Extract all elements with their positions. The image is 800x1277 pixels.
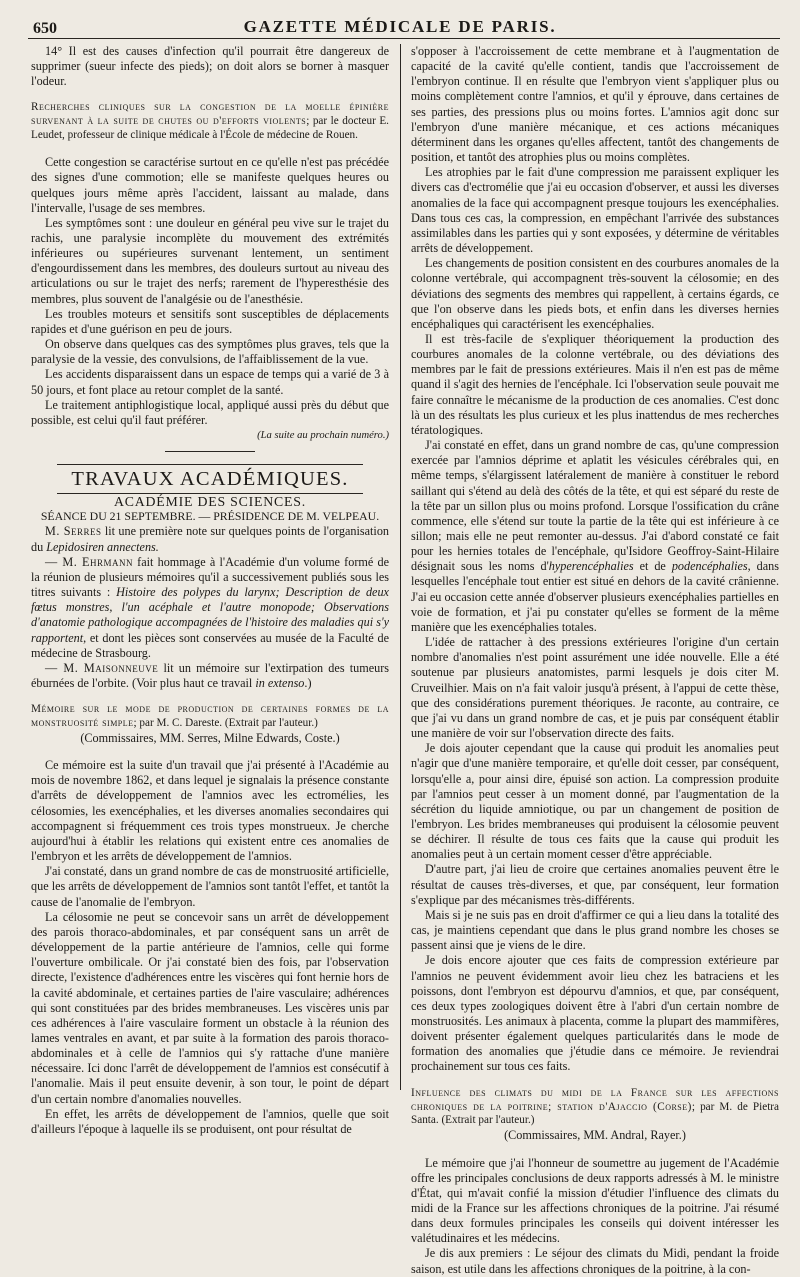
article-byline: ; par M. de Pietra Santa. (Extrait par l'auteur.)	[411, 1100, 779, 1127]
article-heading	[31, 101, 389, 143]
paragraph: En effet, les arrêts de développement de l'amnios, quelle que soit d'ailleurs l'époque à laquelle ils se produisent, ont pour résultat de	[31, 1106, 389, 1136]
paragraph	[411, 438, 779, 635]
text-run: et de	[633, 559, 672, 574]
paragraph: Je dis aux premiers : Le séjour des climats du Midi, pendant la froide saison, est utile dans les affections chroniques de la poitrine, à la con-	[411, 1246, 779, 1276]
column-divider	[400, 44, 401, 1090]
article-byline: ; par M. C. Dareste. (Extrait par l'auteur.)	[133, 717, 318, 730]
text-run: lit une première note sur quelques points de l'organisation du	[31, 524, 390, 554]
paragraph: Il est très-facile de s'expliquer théoriquement la production des courbures anomales de la colonne vertébrale, ou des déviations des membres par le fait de pressions extérieures. Mais il n'en est pas de même quand il s'agit des hernies de l'encéphale. Ici l'observation seule pouvait me faire connaître le mécanisme de la production de ces anomalies. C'est donc là un des résultats les plus curieux et les plus inattendus de mes recherches tératologiques.	[411, 331, 779, 437]
author-name: — M. Ehrmann	[45, 554, 133, 569]
continued-note: (La suite au prochain numéro.)	[257, 430, 389, 441]
paragraph: Les changements de position consistent en des courbures anomales de la colonne vertébrale, qui accompagnent très-souvent la célosomie; en des déviations des segments des membres qui rappellent, à certains égards, ce que l'on observe dans les pieds bots, et enfin dans les diverses hernies encéphaliques qui caractérisent les exencéphalies.	[411, 256, 779, 331]
italic-run: Lepidosiren annectens.	[46, 539, 159, 554]
commissioners: (Commissaires, MM. Andral, Rayer.)	[504, 1128, 686, 1143]
paragraph: J'ai constaté, dans un grand nombre de cas de monstruosité artificielle, que les arrêts de développement de l'amnios sont tantôt l'effet, et tantôt la cause de l'anomalie de l'embryon.	[31, 864, 389, 909]
paragraph: 14° Il est des causes d'infection qu'il pourrait être dangereux de supprimer (sueur infecte des pieds); on doit alors se borner à masquer l'odeur.	[31, 44, 389, 89]
paragraph: La célosomie ne peut se concevoir sans un arrêt de développement des parois thoraco-abdominales, et par conséquent sans un arrêt de développement de la partie antérieure de l'amnios, celle qui forme l'ouverture ombilicale. Or j'ai constaté bien des fois, par l'observation directe, l'existence d'adhérences entre les viscères qui font hernie hors de la cavité abdominale, et certaines parties de l'aire vasculaire; adhérences qui sont constituées par des brides membraneuses. Les viscères unis par ces adhérences à l'aire vasculaire forment un obstacle à la réunion des lames ventrales en avant, et par suite à la formation des parois thoraco-abdominales et à celle de l'amnios qui s'y rattache d'une manière nécessaire. Ici donc l'arrêt de développement de l'amnios est consécutif à l'anomalie. Mais il peut ensuite devenir, à son tour, le point de départ d'un certain nombre d'anomalies nouvelles.	[31, 909, 389, 1106]
article-title: Influence des climats du midi de la France sur les affections chroniques de la poitrine; station d'Ajaccio (Corse)	[411, 1086, 779, 1113]
paragraph: Le mémoire que j'ai l'honneur de soumettre au jugement de l'Académie offre les principales conclusions de deux rapports adressés à M. le ministre d'État, qui m'avait confié la mission d'étudier l'influence des climats du midi de la France sur les affections chroniques de la poitrine. J'ai résumé dans deux formules principales les conseils qui doivent intéresser les valétudinaires et les médecins.	[411, 1155, 779, 1246]
paragraph: Mais si je ne suis pas en droit d'affirmer ce qui a lieu dans la totalité des cas, je maintiens cependant que dans le plus grand nombre les choses se passent ainsi que je viens de le dire.	[411, 907, 779, 953]
paragraph: Je dois ajouter cependant que la cause qui produit les anomalies peut n'agir que d'une manière temporaire, et qu'elle doit cesser, par conséquent, lorsqu'elle a, pour ainsi dire, épuisé son action. La compression produite par l'amnios peut cesser à un moment donné, par l'augmentation de la sécrétion du liquide amniotique, ou par un changement de position de l'embryon. Les brides membraneuses qui produisent la célosomie peuvent se déchirer. Il résulte de tous ces faits que la cause qui produit les anomalies peut à un certain moment cesser d'être appréciable.	[411, 741, 779, 862]
paragraph: Les troubles moteurs et sensitifs sont susceptibles de déplacements rapides et d'une guérison en peu de jours.	[31, 306, 389, 336]
section-separator	[165, 451, 255, 452]
italic-run: in extenso	[255, 676, 305, 691]
paragraph: Le traitement antiphlogistique local, appliqué aussi près du début que possible, est celui qu'il faut préférer.	[31, 397, 389, 427]
paragraph	[31, 661, 389, 691]
text-run: J'ai constaté en effet, dans un grand nombre de cas, qu'une compression exercée par l'amnios déprime et aplatit les vésicules cérébrales qui, en même temps, s'élargissent latéralement de manière à constituer le rebord saillant qui s'étend au delà des côtés de la tête, et qui est séparé du reste de la tête par un sillon plus ou moins profond. Lorsque l'ossification du crâne commence, elle s'étend sur toute la partie de la tête qui est inférieure à ce sillon; mais elle ne peut remonter au-dessus. J'ai d'abord constaté ce fait pour les hernies totales de l'encéphale, qu'Isidore Geoffroy-Saint-Hilaire désignait sous les noms d'	[411, 438, 779, 574]
academy-heading: ACADÉMIE DES SCIENCES.	[114, 494, 306, 510]
text-run: lit un mémoire sur l'extirpation des tumeurs éburnées de l'orbite. (Voir plus haut ce travail	[31, 660, 390, 691]
article-heading	[31, 703, 389, 731]
page-number: 650	[33, 20, 57, 37]
paragraph: On observe dans quelques cas des symptômes plus graves, tels que la paralysie de la vessie, des convulsions, de l'affaiblissement de la vue.	[31, 337, 389, 367]
paragraph: Cette congestion se caractérise surtout en ce qu'elle n'est pas précédée des signes d'une commotion; elle se manifeste quelques heures ou quelques jours même après l'accident, laissant au malade, dans l'intervalle, l'usage de ses membres.	[31, 155, 389, 215]
text-run: fait hommage à l'Académie d'un volume formé de la réunion de plusieurs mémoires qu'il a successivement publiés sous les titres suivants :	[31, 554, 389, 600]
article-title: Recherches cliniques sur la congestion de la moelle épinière survenant à la suite de chutes ou d'efforts violents	[31, 101, 389, 128]
header-rule	[28, 38, 780, 39]
running-header: GAZETTE MÉDICALE DE PARIS.	[243, 17, 557, 36]
article-byline: ; par le docteur E. Leudet, professeur de clinique médicale à l'École de médecine de Rouen.	[31, 115, 389, 142]
right-column	[411, 44, 779, 1276]
left-column	[31, 44, 390, 1136]
author-name: — M. Maisonneuve	[45, 660, 159, 675]
paragraph: Je dois encore ajouter que ces faits de compression extérieure par l'amnios ne peuvent évidemment avoir lieu chez les batraciens et les poissons, dont l'embryon est dépourvu d'amnios, et que, par conséquent, ces deux types zoologiques doivent être à l'abri d'un certain nombre de monstruosités. Les animaux à placenta, comme la plupart des mammifères, doivent présenter également quelques particularités dans le mode de formation des anomalies que j'étudie dans ce mémoire. Je reviendrai prochainement sur tous ces faits.	[411, 953, 779, 1074]
paragraph: Les symptômes sont : une douleur en général peu vive sur le trajet du rachis, une paralysie incomplète du mouvement des extrémités inférieures ou supérieures survenant lentement, un sentiment d'engourdissement dans les membres, des douleurs surtout au niveau des articulations ou sur le trajet des nerfs; rarement de l'hyperesthésie des membres, plus souvent de l'analgésie ou de l'anesthésie.	[31, 215, 389, 306]
paragraph	[31, 524, 389, 554]
paragraph	[31, 555, 389, 661]
author-name: M. Serres	[45, 524, 102, 539]
paragraph: s'opposer à l'accroissement de cette membrane et à l'augmentation de capacité de la cavité qu'elle contient, tandis que l'accroissement de l'embryon continue. Il en résulte que l'embryon vient s'appliquer plus ou moins complètement contre l'amnios, et qu'il y éprouve, dans certaines de ses parties, des pressions plus ou moins fortes. L'amnios agit donc sur l'embryon d'une manière mécanique, et ces actions mécaniques déterminent dans les organes qu'elles affectent, tantôt des changements de position, et tantôt des atrophies plus ou moins complètes.	[411, 44, 779, 165]
paragraph: Les atrophies par le fait d'une compression me paraissent expliquer les divers cas d'ectromélie que j'ai eu occasion d'observer, et aussi les diverses anomalies de la face qui accompagnent presque toujours les exencéphalies. Dans tous ces cas, la compression, en empêchant l'arrivée des substances assimilables dans les parties qui y sont exposées, y détermine de véritables arrêts de développement.	[411, 165, 779, 256]
commissioners: (Commissaires, MM. Serres, Milne Edwards, Coste.)	[80, 731, 340, 745]
paragraph: Les accidents disparaissent dans un espace de temps qui a varié de 3 à 50 jours, et font place au retour complet de la santé.	[31, 367, 389, 397]
text-run: .)	[304, 676, 312, 691]
text-run: , et dont les pièces sont conservées au musée de la Faculté de médecine de Strasbourg.	[31, 630, 389, 660]
italic-run: hyperencéphalies	[548, 559, 634, 574]
paragraph: Ce mémoire est la suite d'un travail que j'ai présenté à l'Académie au mois de novembre 1862, et dans lequel je signalais la présence constante d'arrêts de développement de l'amnios avec les ectromélies, les célosomies, les exencéphalies, et les diverses anomalies secondaires qui accompagnent si fréquemment ces trois types monstrueux. Je cherche aujourd'hui à établir les relations qui existent entre ces anomalies de l'embryon et les arrêts de développement de l'amnios.	[31, 758, 389, 864]
italic-run: Histoire des polypes du larynx; Description de deux fœtus monstres, l'un acéphale et l'autre monopode; Observations d'anatomie pathologique accompagnées de l'histoire des maladies qui s'y rapportent	[31, 585, 389, 645]
section-title: TRAVAUX ACADÉMIQUES.	[57, 464, 362, 494]
paragraph: L'idée de rattacher à des pressions extérieures l'origine d'un certain nombre d'anomalies n'est point assurément une idée nouvelle. Elle a été soutenue par plusieurs anatomistes, parmi lesquels je dois citer M. Cruveilhier. Mais on n'a fait valoir jusqu'à présent, à l'appui de cette thèse, que des considérations purement théoriques. Je raconte, au contraire, ce que j'ai vu dans un grand nombre de cas, et je puis par conséquent établir une manière de voir sur l'observation directe des faits.	[411, 635, 779, 741]
text-run: , dans lesquelles l'encéphale tout entier est situé en dehors de la cavité crânienne. J'ai eu occasion cette année d'observer plusieurs exencéphalies partielles en voie de formation, et j'ai pu constater qu'elles se forment de la même manière que les exencéphalies totales.	[411, 559, 779, 634]
article-title: Mémoire sur le mode de production de certaines formes de la monstruosité simple	[31, 703, 389, 730]
article-heading	[411, 1087, 779, 1129]
paragraph: D'autre part, j'ai lieu de croire que certaines anomalies peuvent être le résultat de causes très-diverses, et que, par conséquent, leur formation s'explique par des mécanismes très-différents.	[411, 862, 779, 907]
italic-run: podencéphalies	[671, 559, 748, 574]
session-heading: SÉANCE DU 21 SEPTEMBRE. — PRÉSIDENCE DE M. VELPEAU.	[40, 509, 380, 524]
